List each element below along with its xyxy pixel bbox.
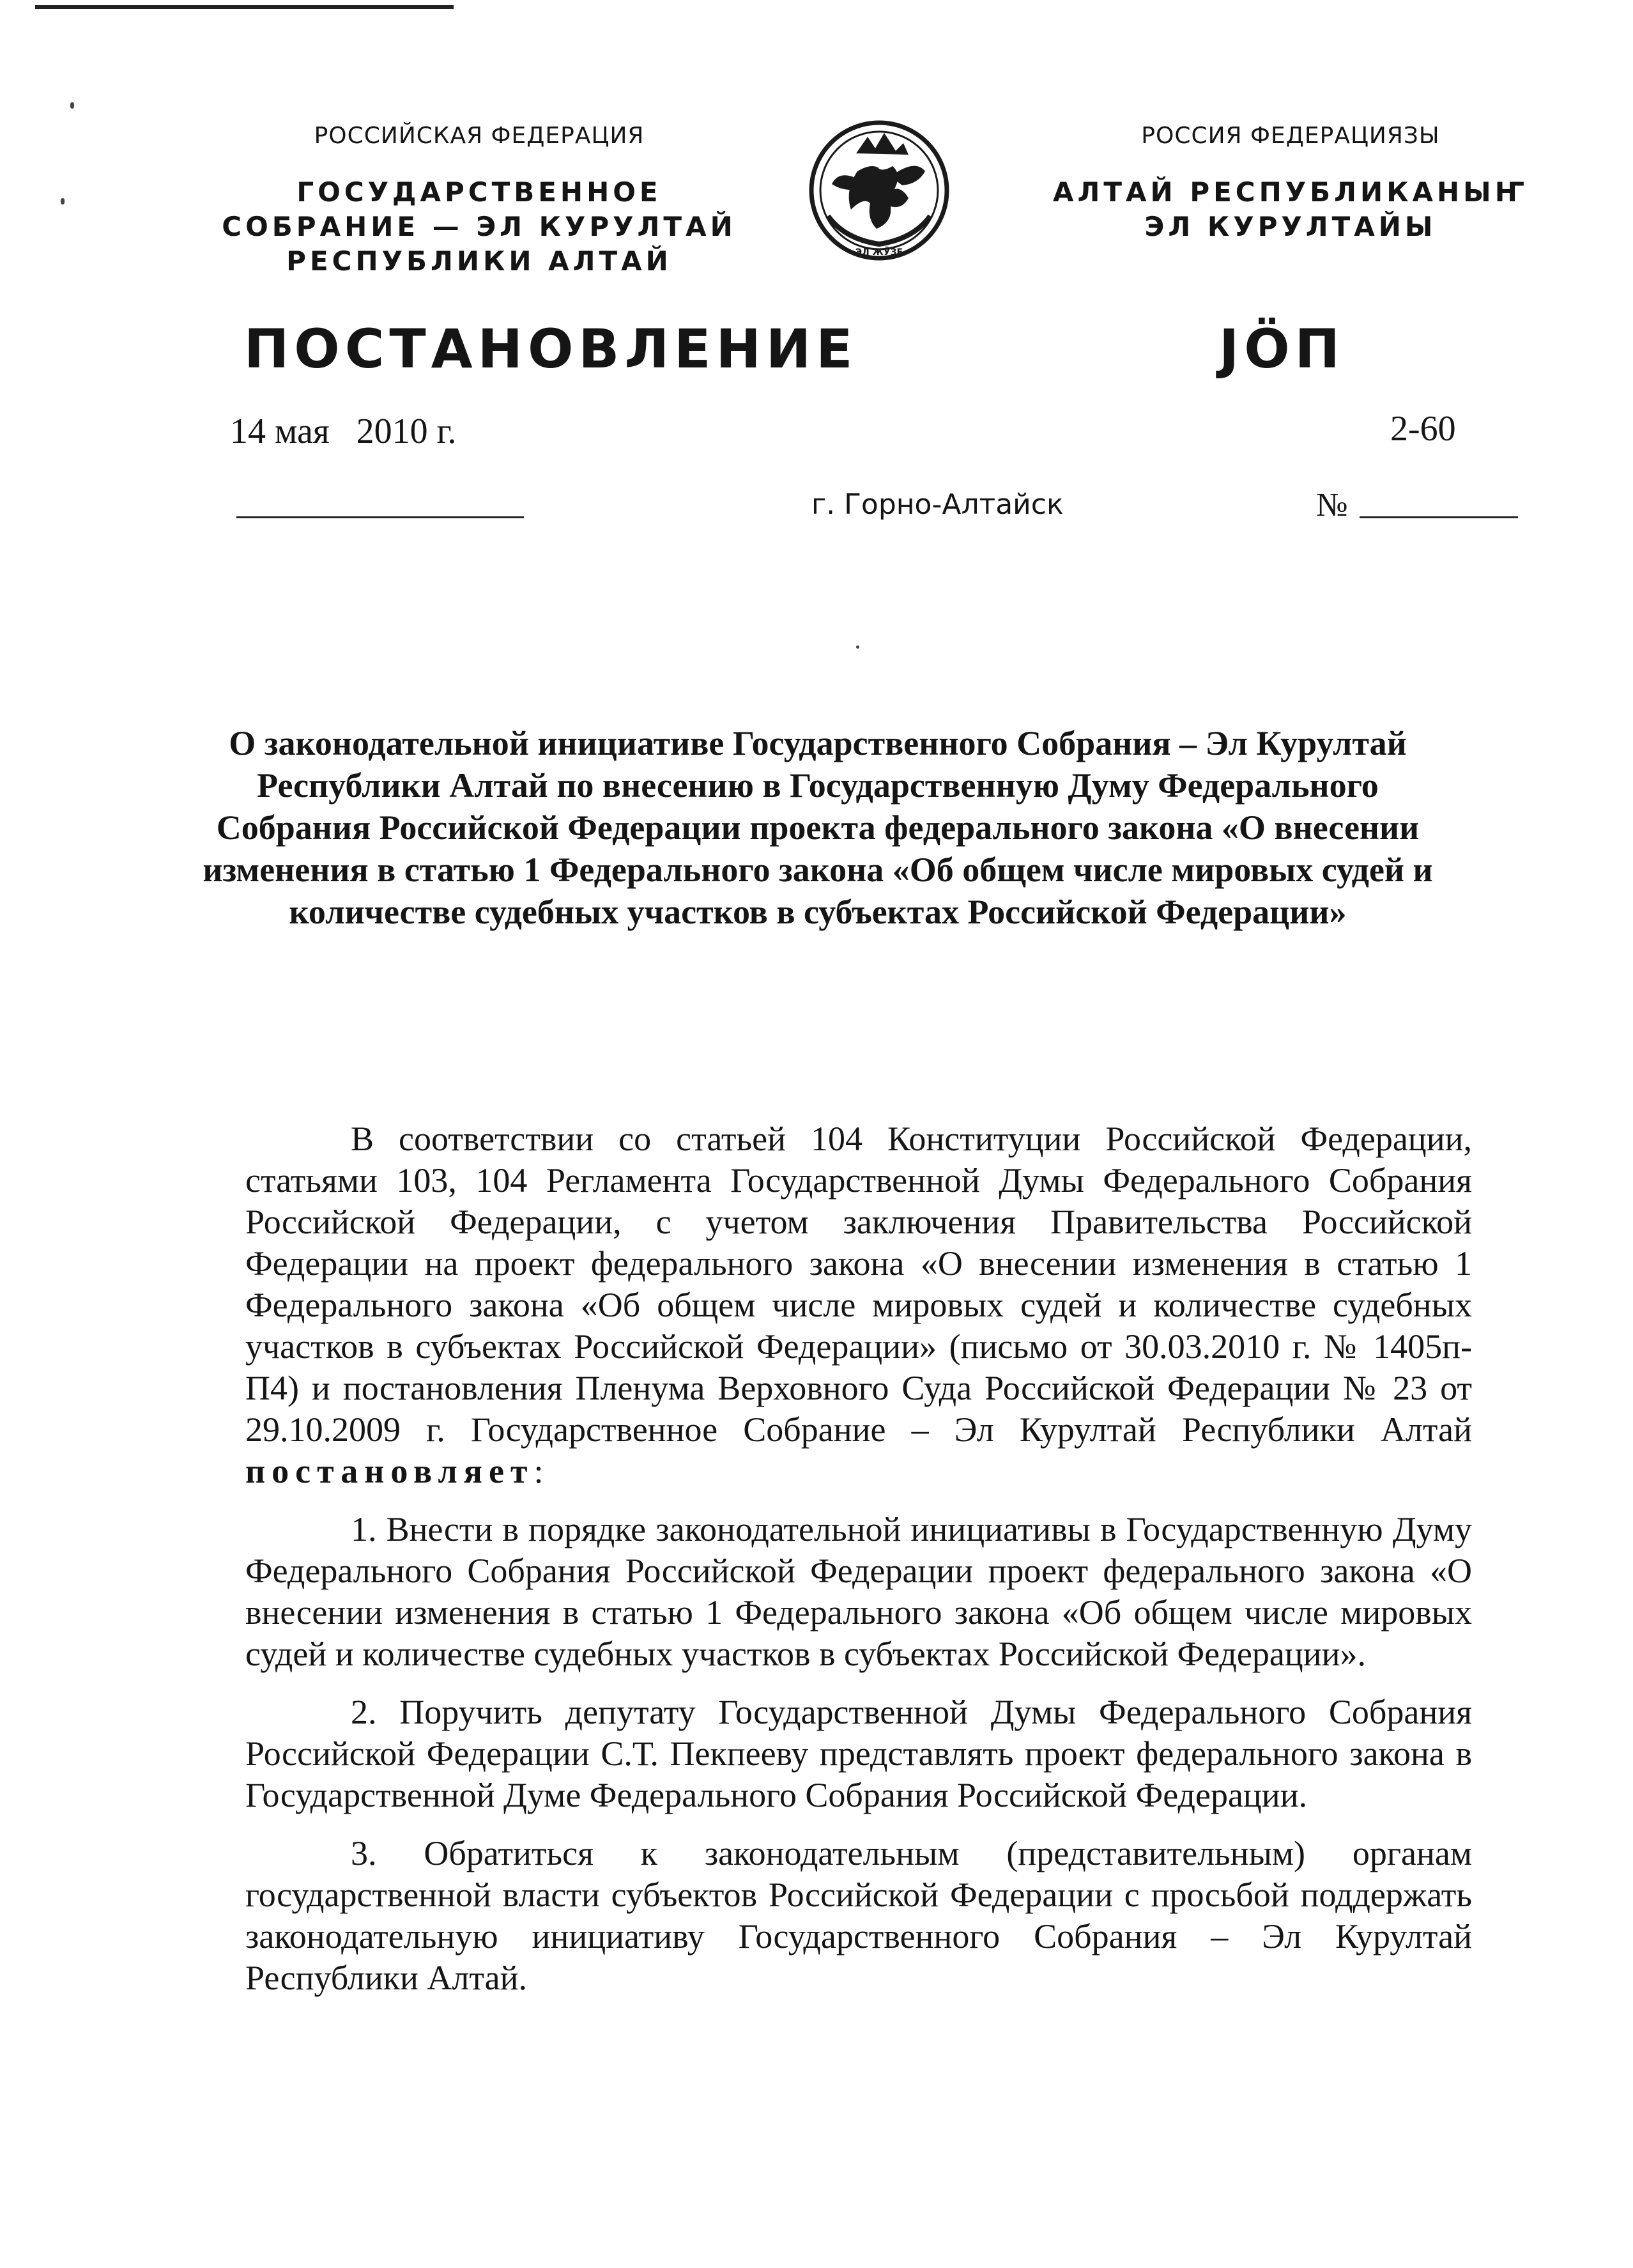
assembly-name-alt-line-2: ЭЛ КУРУЛТАЙЫ xyxy=(1144,211,1437,242)
altai-emblem-icon xyxy=(806,114,952,267)
document-number: 2-60 xyxy=(1390,409,1456,449)
preamble-paragraph xyxy=(245,1118,1472,1492)
doc-type-alt: JÖП xyxy=(1219,318,1345,380)
resolution-item-2: 2. Поручить депутату Государственной Думы Федерального Собрания Российской Федерации С.Т. Пекпееву представлять проект федерального закона в Государственной Думе Федерального Собрания Российской Федерации. xyxy=(245,1693,1472,1814)
resolves-colon: : xyxy=(533,1452,544,1490)
city-name: г. Горно-Алтайск xyxy=(811,488,1064,521)
resolution-item-1: 1. Внести в порядке законодательной инициативы в Государственную Думу Федерального Собрания Российской Федерации проект федерального закона «О внесении изменения в статью 1 Федерального закона «Об общем числе мировых судей и количестве судебных участков в субъектах Российской Федерации». xyxy=(245,1510,1472,1673)
scan-artifact-line xyxy=(35,5,454,9)
doc-type-ru: ПОСТАНОВЛЕНИЕ xyxy=(244,318,858,380)
header-right xyxy=(1009,121,1572,244)
assembly-name-alt-line-1: АЛТАЙ РЕСПУБЛИКАНЫҤ xyxy=(1053,176,1528,208)
scan-speck xyxy=(70,102,74,109)
document-date: 14 мая 2010 г. xyxy=(230,412,457,451)
number-label: № xyxy=(1316,487,1348,523)
blank-line-date xyxy=(236,516,524,518)
preamble-text: В соответствии со статьей 104 Конституции Российской Федерации, статьями 103, 104 Регламента Государственной Думы Федерального Собрания Российской Федерации, с учетом заключения Правительства Российской Федерации на проект федерального закона «О внесении изменения в статью 1 Федерального закона «Об общем числе мировых судей и количестве судебных участков в субъектах Российской Федерации» (письмо от 30.03.2010 г. № 1405п-П4) и постановления Пленума Верховного Суда Российской Федерации № 23 от 29.10.2009 г. Государственное Собрание – Эл Курултай Республики Алтай xyxy=(245,1120,1472,1449)
federation-name-alt: РОССИЯ ФЕДЕРАЦИЯЗЫ xyxy=(1141,123,1440,149)
resolution-item-3: 3. Обратиться к законодательным (представительным) органам государственной власти субъектов Российской Федерации с просьбой поддержать законодательную инициативу Государственного Собрания – Эл Курултай Республики Алтай. xyxy=(245,1834,1472,1997)
header-left xyxy=(192,121,767,279)
blank-line-number xyxy=(1360,516,1518,518)
scan-speck xyxy=(856,645,859,649)
document-title: О законодательной инициативе Государственного Собрания – Эл Курултай Республики Алтай по внесению в Государственную Думу Федерального Собрания Российской Федерации проекта федерального закона «О внесении изменения в статью 1 Федерального закона «Об общем числе мировых судей и количестве судебных участков в субъектах Российской Федерации» xyxy=(203,724,1433,931)
resolves-word: постановляет xyxy=(245,1452,534,1490)
assembly-name-ru-line-3: РЕСПУБЛИКИ АЛТАЙ xyxy=(286,245,672,277)
federation-name-ru: РОССИЙСКАЯ ФЕДЕРАЦИЯ xyxy=(314,123,645,149)
document-body xyxy=(245,1118,1472,2016)
emblem-motto: ЭЛ ЖӰЗЕ xyxy=(855,247,903,258)
scan-speck xyxy=(61,198,65,204)
assembly-name-ru-line-2: СОБРАНИЕ — ЭЛ КУРУЛТАЙ xyxy=(222,211,737,242)
assembly-name-ru-line-1: ГОСУДАРСТВЕННОЕ xyxy=(296,176,662,208)
